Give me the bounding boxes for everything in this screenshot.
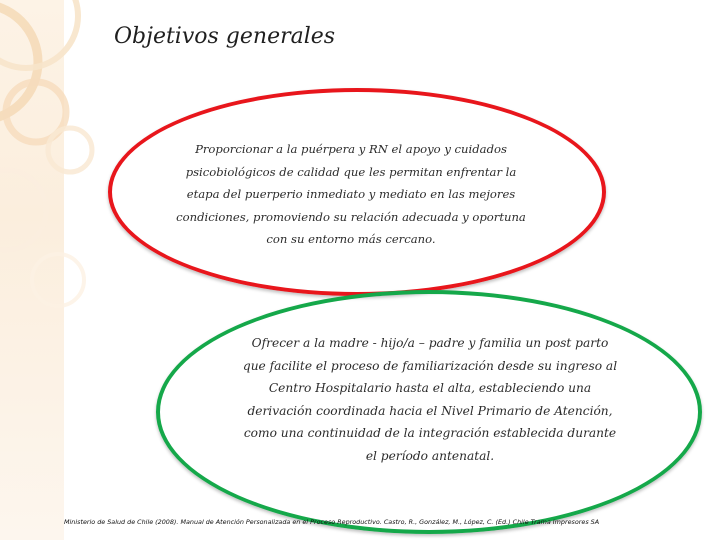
objective-text-1: Proporcionar a la puérpera y RN el apoyo y cuidados psicobiológicos de calidad que les permitan enfrentar la etapa del puerperio inmediato y mediato en las mejores condiciones, promoviendo su relación adecuada y oportuna con su entorno más cercano. (176, 142, 526, 246)
objective-text-2: Ofrecer a la madre - hijo/a – padre y familia un post parto que facilite el proceso de familiarización desde su ingreso al Centro Hospitalario hasta el alta, estableciendo una derivación coordinada hacia el Nivel Primario de Atención, como una continuidad de la integración establecida durante el período antenatal. (242, 336, 618, 463)
slide-title: Objetivos generales (114, 24, 336, 49)
footer-reference: Ministerio de Salud de Chile (2008). Manual de Atención Personalizada en el Proceso Reproductivo. Castro, R., González, M., López, C. (Ed.) Chile Trama Impresores SA (64, 518, 600, 526)
